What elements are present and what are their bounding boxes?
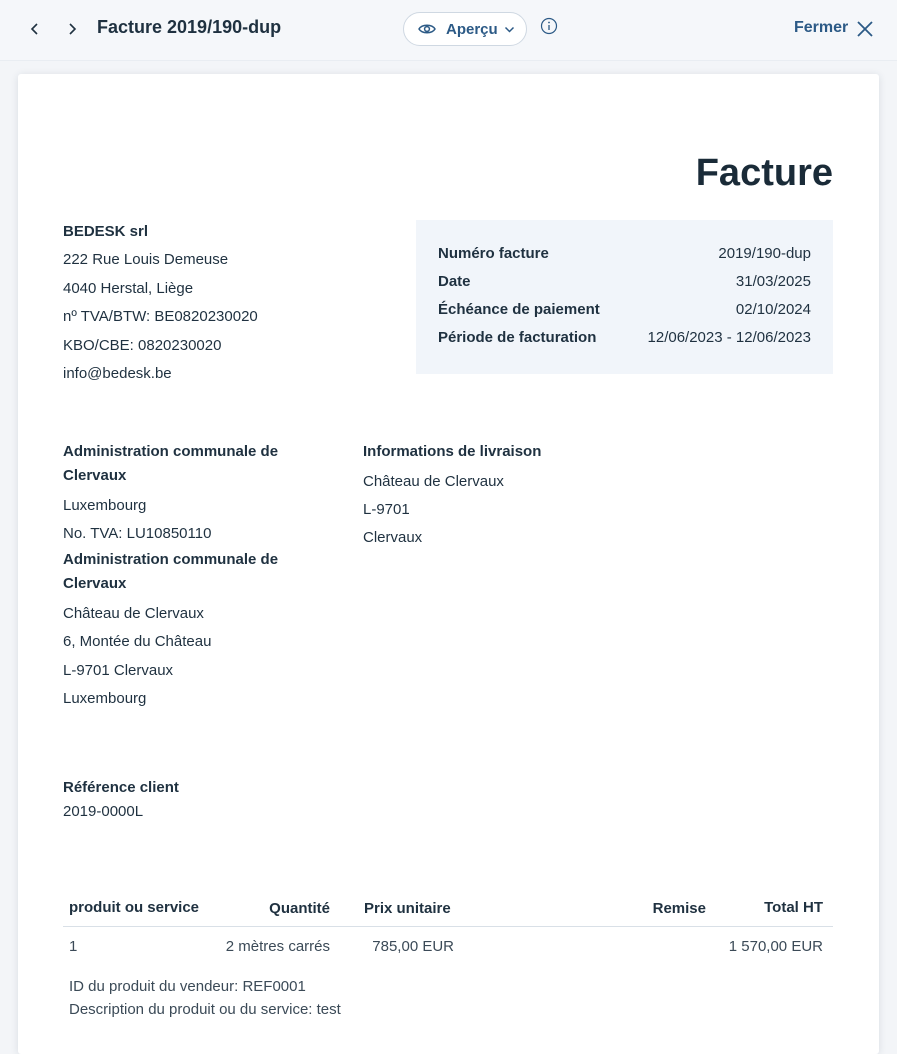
cell-product: 1: [69, 938, 78, 955]
buyer-address-name: Clervaux: [63, 575, 127, 592]
cell-detail-line: ID du produit du vendeur: REF0001: [69, 978, 306, 995]
cell-detail-line: Description du produit ou du service: test: [69, 1001, 341, 1018]
client-reference-label: Référence client: [63, 779, 179, 796]
buyer-address-line: L-9701 Clervaux: [63, 661, 174, 679]
buyer-address-line: 6, Montée du Château: [63, 633, 212, 650]
seller-kbo: KBO/CBE: 0820230020: [63, 336, 222, 354]
previous-button[interactable]: [24, 18, 46, 40]
seller-address-line: 222 Rue Louis Demeuse: [63, 251, 229, 268]
buyer-country: Luxembourg: [63, 497, 147, 514]
cell-quantity: 2 mètres carrés: [225, 938, 330, 955]
delivery-line: Château de Clervaux: [363, 473, 504, 490]
buyer-name: Administration communale de: [63, 443, 279, 460]
invoice-meta-box: [416, 220, 833, 374]
seller-address-line: 4040 Herstal, Liège: [63, 279, 194, 297]
meta-value: 02/10/2024: [735, 301, 811, 318]
column-header-product: produit ou service: [69, 899, 200, 916]
chevron-down-icon: [504, 24, 515, 35]
seller-vat: nº TVA/BTW: BE0820230020: [63, 308, 258, 325]
meta-value: 31/03/2025: [735, 273, 811, 290]
meta-value: 12/06/2023 - 12/06/2023: [647, 329, 811, 346]
delivery-line: Clervaux: [363, 529, 423, 546]
meta-label: Date: [438, 273, 471, 290]
seller-email: info@bedesk.be: [63, 365, 172, 382]
column-header-discount: Remise: [652, 900, 706, 917]
meta-row-number: [438, 245, 811, 273]
invoice-document: [18, 74, 879, 1054]
buyer-address-line: Luxembourg: [63, 690, 147, 707]
table-divider: [63, 926, 833, 927]
meta-row-period: [438, 329, 811, 357]
chevron-right-icon: [66, 23, 78, 35]
column-header-unit-price: Prix unitaire: [364, 900, 451, 917]
page-title: Facture 2019/190-dup: [97, 17, 282, 37]
eye-icon: [418, 22, 436, 36]
meta-label: Numéro facture: [438, 245, 549, 262]
next-button[interactable]: [61, 18, 83, 40]
meta-label: Période de facturation: [438, 329, 597, 346]
meta-label: Échéance de paiement: [438, 301, 600, 318]
meta-row-date: [438, 273, 811, 301]
seller-name: BEDESK srl: [63, 223, 149, 240]
delivery-line: L-9701: [363, 501, 410, 518]
chevron-left-icon: [29, 23, 41, 35]
client-reference-value: 2019-0000L: [63, 803, 144, 820]
buyer-address-name: Administration communale de: [63, 551, 279, 568]
document-heading: Facture: [695, 152, 833, 194]
column-header-quantity: Quantité: [269, 900, 330, 917]
cell-unit-price: 785,00 EUR: [372, 938, 454, 955]
top-bar: [0, 0, 897, 61]
close-icon[interactable]: [856, 20, 874, 38]
close-button[interactable]: Fermer: [794, 19, 849, 36]
meta-value: 2019/190-dup: [718, 245, 811, 262]
column-header-total: Total HT: [764, 899, 823, 916]
meta-row-due-date: [438, 301, 811, 329]
info-icon[interactable]: [540, 17, 558, 35]
buyer-address-line: Château de Clervaux: [63, 605, 204, 622]
preview-label: Aperçu: [446, 20, 498, 38]
buyer-vat: No. TVA: LU10850110: [63, 525, 212, 542]
buyer-name: Clervaux: [63, 467, 127, 484]
delivery-title: Informations de livraison: [363, 443, 542, 460]
preview-dropdown[interactable]: [403, 12, 527, 46]
cell-total: 1 570,00 EUR: [728, 938, 823, 955]
